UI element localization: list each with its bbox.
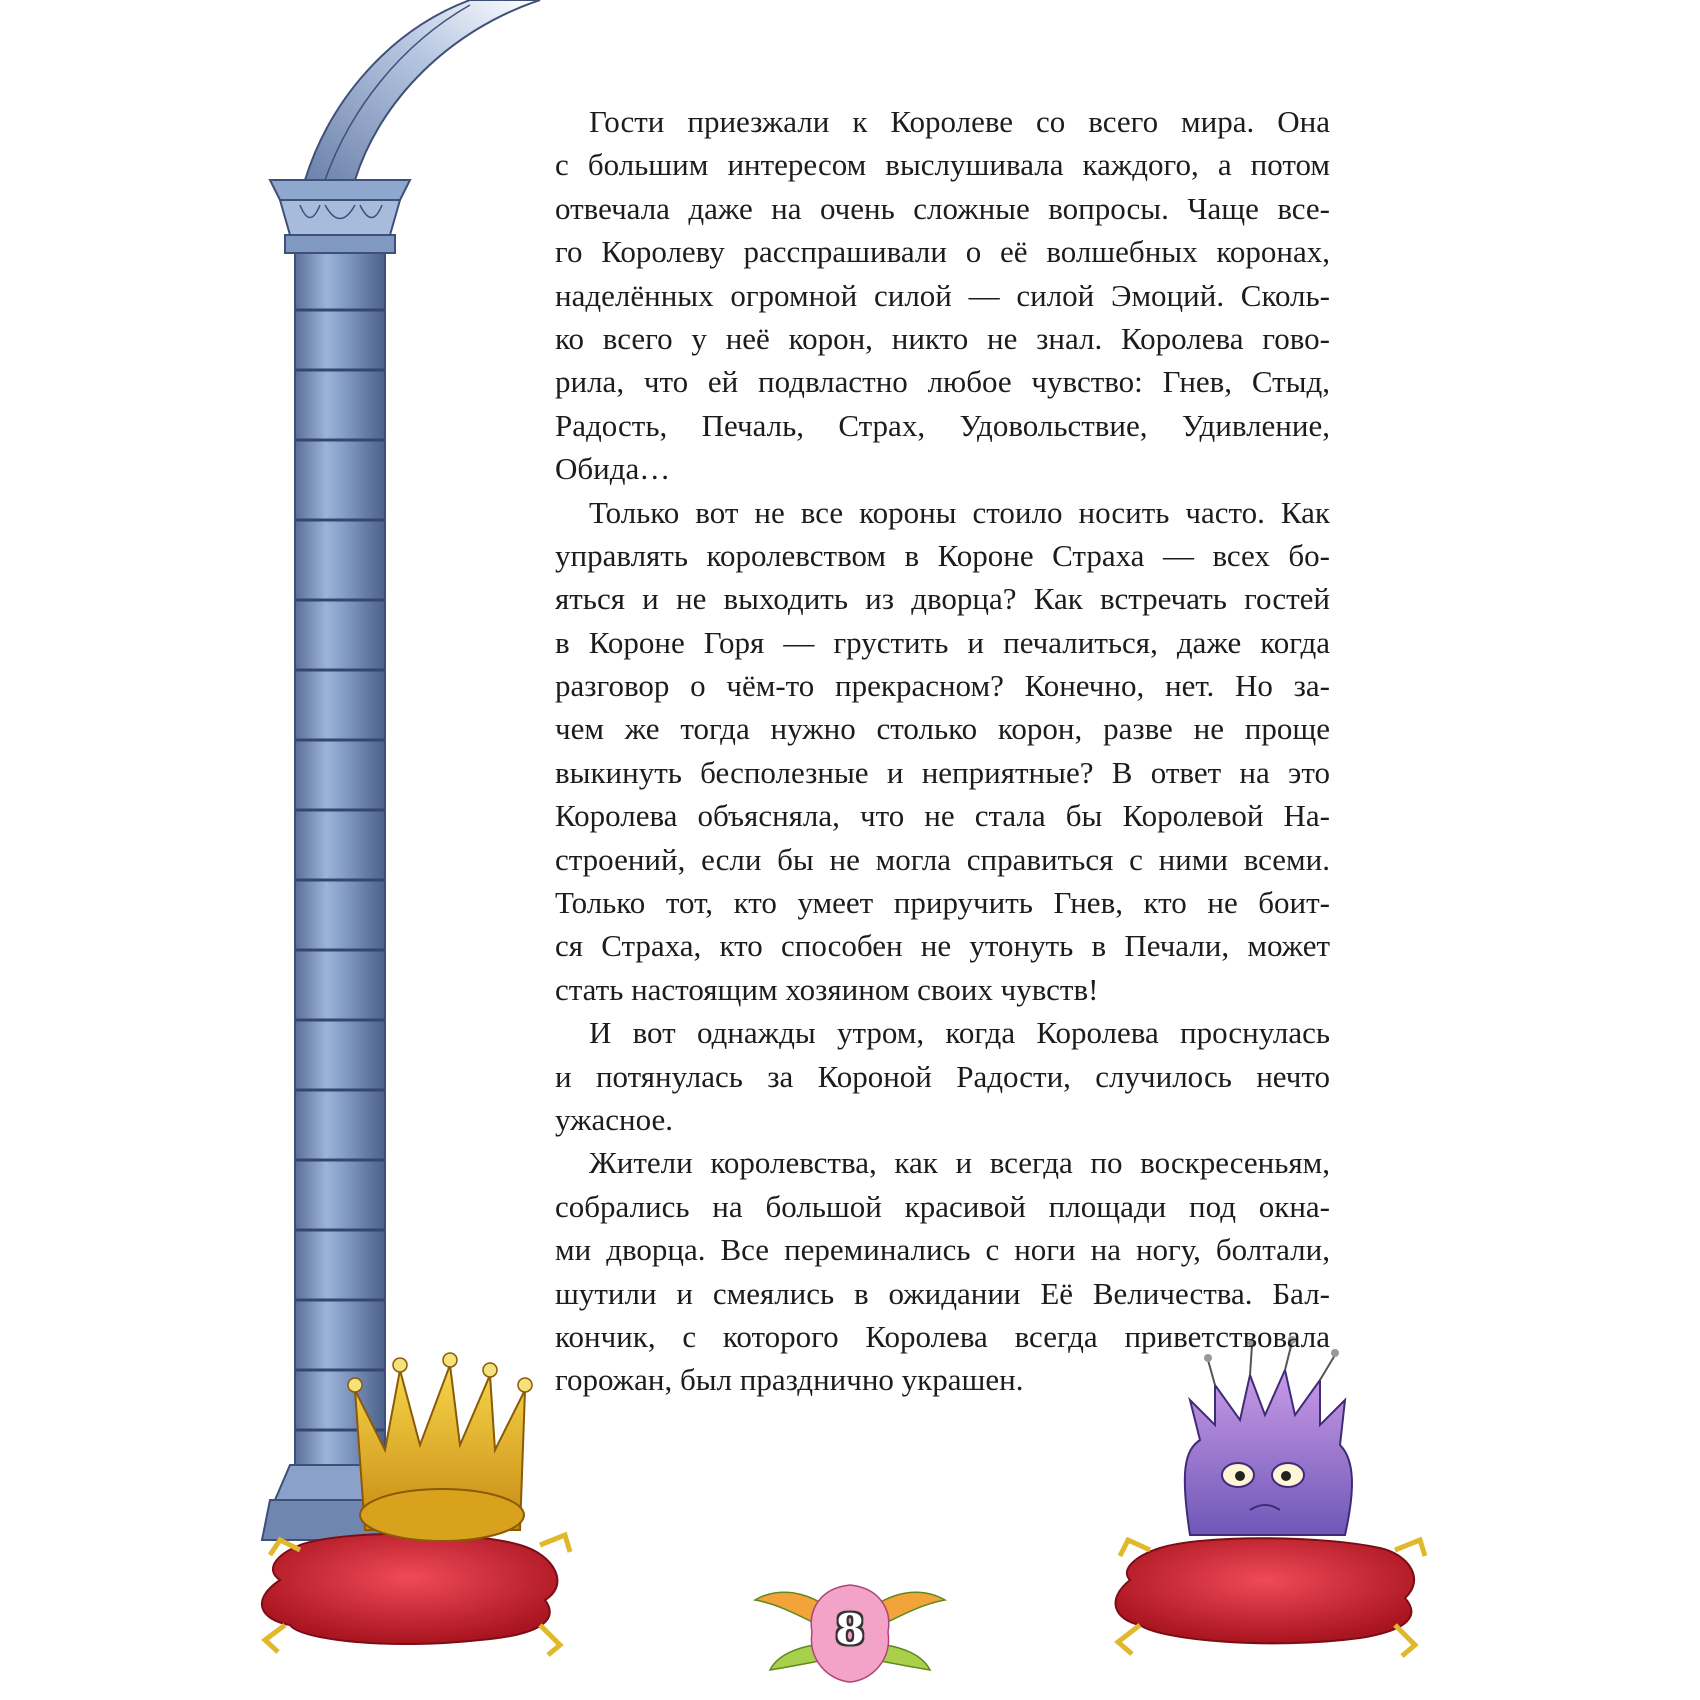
text-line: Гости приезжали к Королеве со всего мира. Она — [589, 104, 1330, 139]
text-line: разговор о чём-то прекрасном? Конечно, нет. Но за- — [555, 668, 1330, 704]
story-text — [555, 100, 1330, 1402]
text-line: с большим интересом выслушивала каждого, а потом — [555, 147, 1330, 183]
text-line: ужасное. — [555, 1101, 674, 1137]
text-line: го Королеву расспрашивали о её волшебных коронах, — [555, 234, 1330, 270]
text-line: шутили и смеялись в ожидании Её Величества. Бал- — [555, 1275, 1330, 1311]
text-line: ся Страха, кто способен не утонуть в Печали, может — [555, 928, 1330, 964]
text-line: в Короне Горя — грустить и печалиться, даже когда — [555, 624, 1330, 660]
paragraph-3 — [555, 1011, 1330, 1141]
text-line: Королева объясняла, что не стала бы Королевой На- — [555, 798, 1330, 834]
text-line: Обида… — [555, 451, 671, 487]
text-line: отвечала даже на очень сложные вопросы. Чаще все- — [555, 190, 1330, 226]
text-line: стать настоящим хозяином своих чувств! — [555, 971, 1099, 1007]
text-line: ми дворца. Все переминались с ноги на ногу, болтали, — [555, 1232, 1330, 1268]
text-line: строений, если бы не могла справиться с ними всеми. — [555, 841, 1330, 877]
text-line: Только вот не все короны стоило носить часто. Как — [589, 494, 1330, 530]
text-line: Жители королевства, как и всегда по воскресеньям, — [589, 1145, 1330, 1181]
text-line: горожан, был празднично украшен. — [555, 1362, 1024, 1398]
page-number: 8 — [835, 1605, 865, 1654]
text-line: управлять королевством в Короне Страха — всех бо- — [555, 537, 1330, 573]
text-line: собрались на большой красивой площади под окна- — [555, 1188, 1330, 1224]
paragraph-4 — [555, 1141, 1330, 1401]
text-line: рила, что ей подвластно любое чувство: Гнев, Стыд, — [555, 364, 1330, 400]
text-line: Радость, Печаль, Страх, Удовольствие, Удивление, — [555, 407, 1330, 443]
paragraph-1 — [555, 100, 1330, 491]
text-line: ко всего у неё корон, никто не знал. Королева гово- — [555, 320, 1330, 356]
text-line: и потянулась за Короной Радости, случилось нечто — [555, 1058, 1330, 1094]
text-line: И вот однажды утром, когда Королева проснулась — [589, 1015, 1330, 1051]
text-line: кончик, с которого Королева всегда приветствовала — [555, 1318, 1330, 1354]
text-line: чем же тогда нужно столько корон, разве не проще — [555, 711, 1330, 747]
text-line: выкинуть бесполезные и неприятные? В ответ на это — [555, 754, 1330, 790]
text-line: Только тот, кто умеет приручить Гнев, кто не боит- — [555, 885, 1330, 921]
text-line: наделённых огромной силой — силой Эмоций. Сколь- — [555, 277, 1330, 313]
text-line: яться и не выходить из дворца? Как встречать гостей — [555, 581, 1330, 617]
stone-column-arch-icon — [262, 0, 540, 1540]
paragraph-2 — [555, 491, 1330, 1012]
